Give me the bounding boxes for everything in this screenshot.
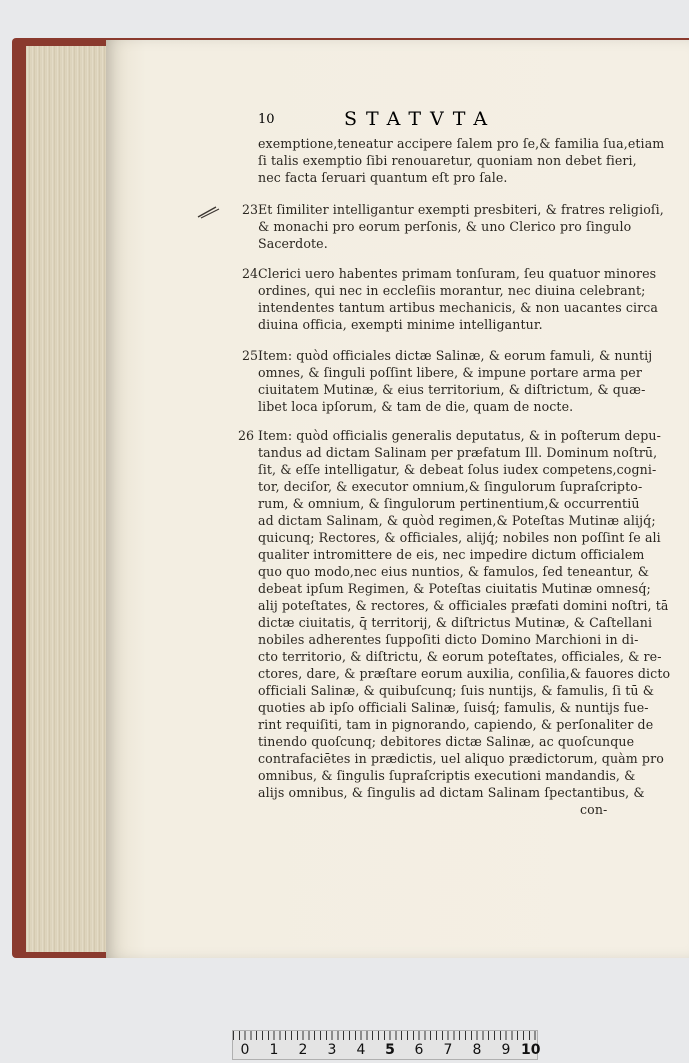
text-line: debeat ipſum Regimen, & Poteſtas ciuitatis Mutinæ omnesq́; xyxy=(258,581,651,596)
ruler-labels xyxy=(233,1040,541,1058)
section-number: 26 xyxy=(238,428,255,443)
text-line: diuina officia, exempti minime intelligantur. xyxy=(258,317,543,332)
ruler-ticks xyxy=(233,1031,537,1040)
ruler-label: 9 xyxy=(501,1042,511,1058)
text-line: ſit, & eſſe intelligatur, & debeat ſolus iudex competens,cogni- xyxy=(258,462,657,477)
text-line: ordines, qui nec in eccleſiis morantur, nec diuina celebrant; xyxy=(258,283,646,298)
catchword: con- xyxy=(580,802,608,817)
text-line: Sacerdote. xyxy=(258,236,328,251)
text-line: dictæ ciuitatis, q̄ territorij, & diſtrictus Mutinæ, & Caſtellani xyxy=(258,615,653,630)
page-number: 10 xyxy=(258,112,275,127)
ruler-label: 4 xyxy=(356,1042,366,1058)
text-line: nobiles adherentes ſuppoſiti dicto Domino Marchioni in di- xyxy=(258,632,639,647)
text-line: Et ſimiliter intelligantur exempti presbiteri, & fratres religioſi, xyxy=(258,202,664,217)
text-line: intendentes tantum artibus mechanicis, & non uacantes circa xyxy=(258,300,659,315)
text-line: cto territorio, & diſtrictu, & eorum poteſtates, officiales, & re- xyxy=(258,649,662,664)
text-line: rum, & omnium, & ſingulorum pertinentium,& occurrentiū xyxy=(258,496,640,511)
text-line: alij poteſtates, & rectores, & officiales præfati domini noſtri, tā xyxy=(258,598,669,613)
text-line: omnes, & ſinguli poſſint libere, & impune portare arma per xyxy=(258,365,642,380)
text-line: ciuitatem Mutinæ, & eius territorium, & diſtrictum, & quæ- xyxy=(258,382,646,397)
ruler-label: 1 xyxy=(269,1042,279,1058)
text-line: qualiter intromittere de eis, nec impedire dictum officialem xyxy=(258,547,645,562)
ruler-label: 3 xyxy=(327,1042,337,1058)
ruler-label: 2 xyxy=(298,1042,308,1058)
ruler-label: 8 xyxy=(472,1042,482,1058)
text-line: ſi talis exemptio ſibi renouaretur, quoniam non debet fieri, xyxy=(258,153,637,168)
running-head: STATVTA xyxy=(344,108,497,130)
section-number: 25 xyxy=(242,348,259,363)
text-line: Clerici uero habentes primam tonſuram, ſeu quatuor minores xyxy=(258,266,657,281)
page-header xyxy=(258,108,558,132)
text-line: quicunq; Rectores, & officiales, alijq́; nobiles non poſſint ſe ali xyxy=(258,530,661,545)
text-line: tandus ad dictam Salinam per præfatum Ill. Dominum noſtrū, xyxy=(258,445,658,460)
ruler-label: 10 xyxy=(521,1042,541,1058)
scale-ruler xyxy=(232,1030,541,1060)
text-line: tinendo quoſcunq; debitores dictæ Salinæ, ac quoſcunque xyxy=(258,734,635,749)
text-line: exemptione,teneatur accipere ſalem pro ſe,& familia ſua,etiam xyxy=(258,136,665,151)
text-line: contrafaciētes in prædictis, uel aliquo prædictorum, quàm pro xyxy=(258,751,664,766)
text-line: omnibus, & ſingulis ſupraſcriptis executioni mandandis, & xyxy=(258,768,636,783)
text-line: quoties ab ipſo officiali Salinæ, ſuisq́; famulis, & nuntijs fue- xyxy=(258,700,649,715)
text-line: nec facta ſeruari quantum eſt pro ſale. xyxy=(258,170,508,185)
ruler-label: 5 xyxy=(385,1042,395,1058)
text-line: ad dictam Salinam, & quòd regimen,& Poteſtas Mutinæ alijq́; xyxy=(258,513,656,528)
text-line: tor, deciſor, & executor omnium,& ſingulorum ſupraſcripto- xyxy=(258,479,643,494)
text-line: Item: quòd officiales dictæ Salinæ, & eorum famuli, & nuntij xyxy=(258,348,653,363)
marginal-slash-mark xyxy=(196,205,220,219)
text-line: ctores, dare, & præſtare eorum auxilia, conſilia,& fauores dicto xyxy=(258,666,671,681)
text-line: officiali Salinæ, & quibuſcunq; ſuis nuntijs, & famulis, ſi tū & xyxy=(258,683,655,698)
ruler-label: 7 xyxy=(443,1042,453,1058)
ruler-label: 6 xyxy=(414,1042,424,1058)
text-line: alijs omnibus, & ſingulis ad dictam Salinam ſpectantibus, & xyxy=(258,785,645,800)
text-line: quo quo modo,nec eius nuntios, & famulos, ſed teneantur, & xyxy=(258,564,650,579)
text-line: Item: quòd officialis generalis deputatus, & in poſterum depu- xyxy=(258,428,661,443)
ruler-label: 0 xyxy=(240,1042,250,1058)
text-line: rint requiſiti, tam in pignorando, capiendo, & perſonaliter de xyxy=(258,717,654,732)
section-number: 23 xyxy=(242,202,259,217)
text-line: libet loca ipſorum, & tam de die, quam de nocte. xyxy=(258,399,574,414)
text-line: & monachi pro eorum perſonis, & uno Clerico pro ſingulo xyxy=(258,219,632,234)
section-number: 24 xyxy=(242,266,259,281)
